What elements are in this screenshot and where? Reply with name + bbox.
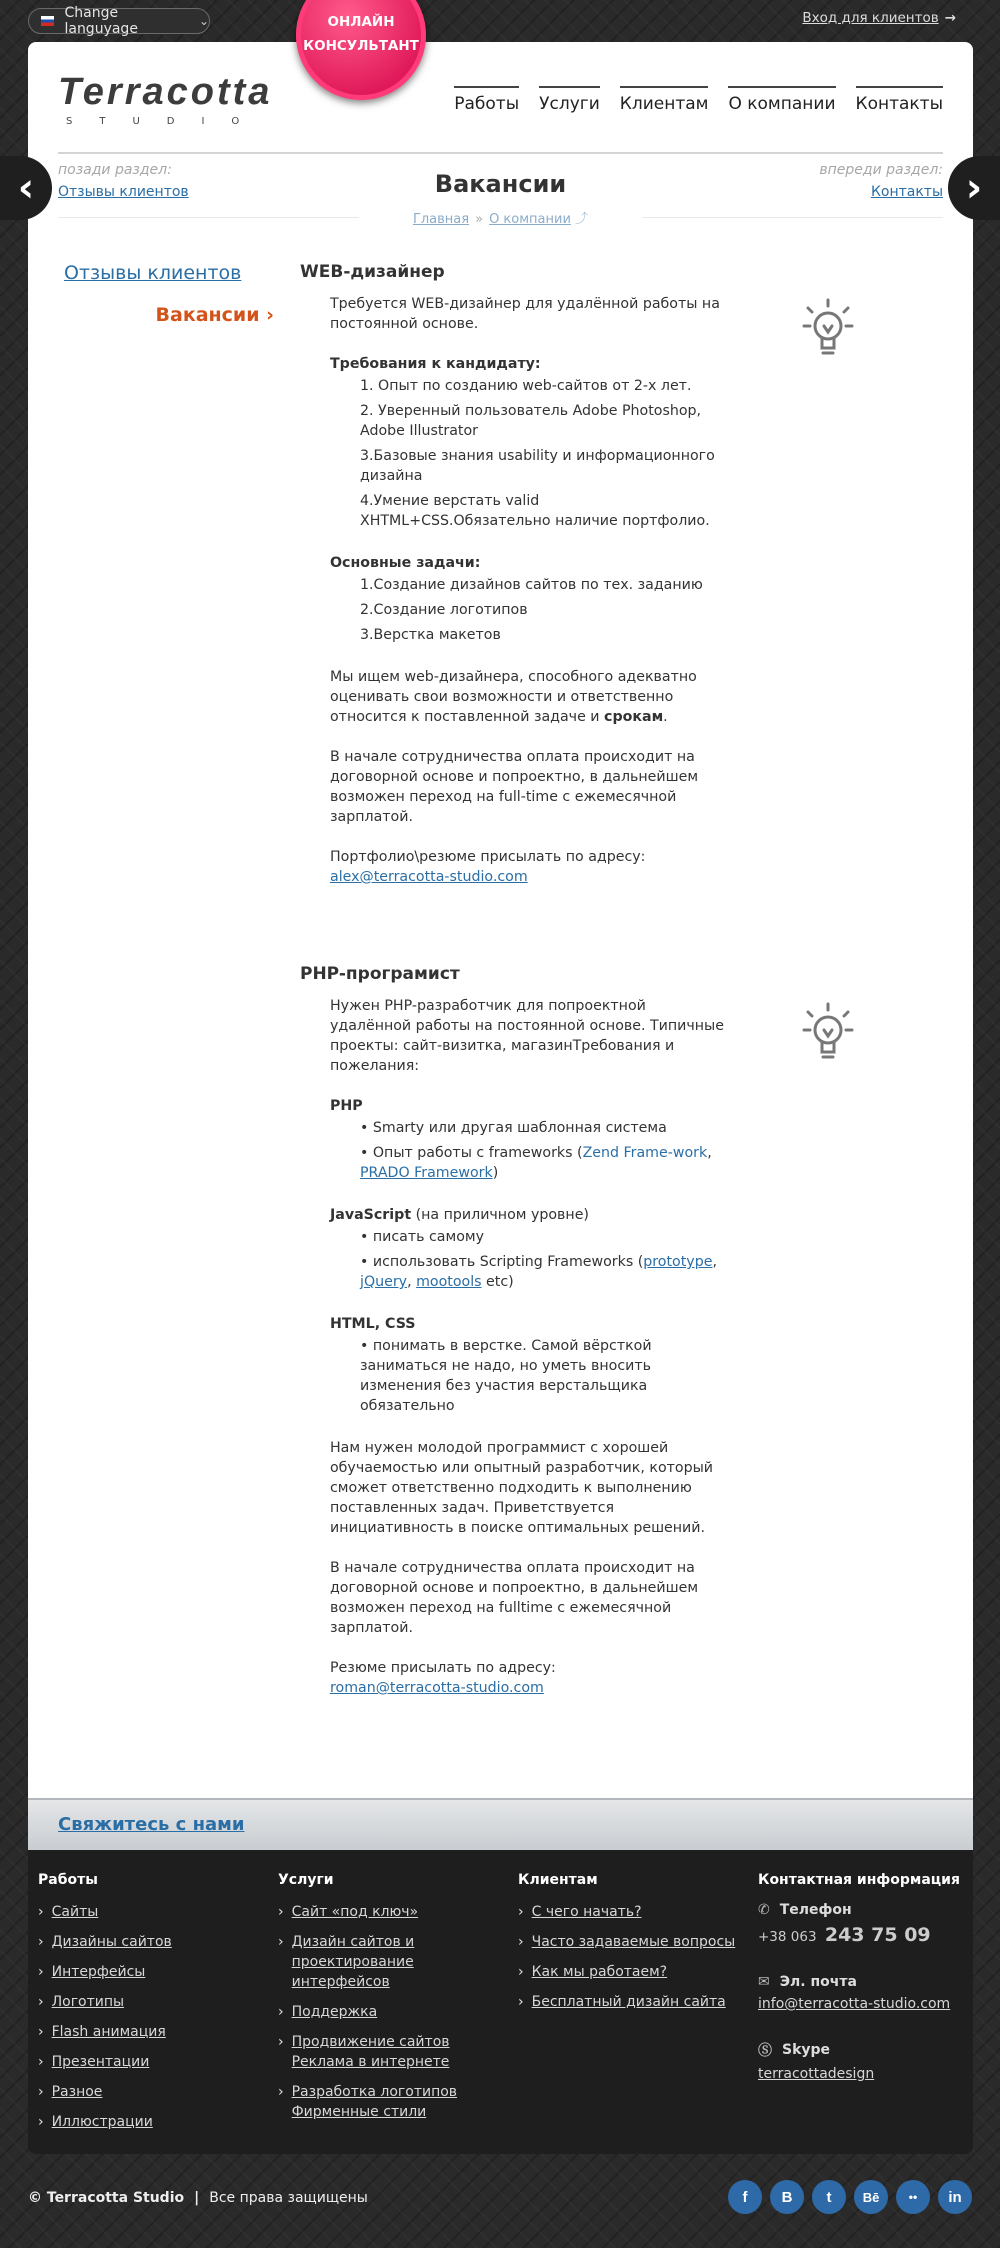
terracotta-logo[interactable] [58,72,272,127]
breadcrumb [58,208,943,227]
list-item: • использовать Scripting Frameworks (prototype, jQuery, mootools etc) [360,1254,717,1290]
list-item: 1.Создание дизайнов сайтов по тех. заданию [360,577,703,593]
job-paragraph: Мы ищем web-дизайнера, способного адекватно оценивать свои возможности и ответственно относится к поставленной задаче и срокам. [330,669,697,725]
nav-clients[interactable]: Клиентам [620,86,709,114]
breadcrumb-separator: » [475,212,484,227]
list-item: 2. Уверенный пользователь Adobe Photoshop, Adobe Illustrator [360,403,702,439]
list-item: • Опыт работы с frameworks (Zend Frame-work, PRADO Framework) [360,1145,712,1181]
job-php-programmer [300,964,730,1718]
chevron-left-icon: ‹ [17,165,35,211]
footer-link[interactable]: › Сайты [38,1904,99,1920]
breadcrumb-parent[interactable]: О компании [489,212,571,227]
footer-col-title: Услуги [278,1872,334,1888]
footer-col-contact [758,1872,968,2110]
email-label: Эл. почта [779,1974,857,1990]
phone-label: Телефон [779,1902,852,1918]
mootools-link[interactable]: mootools [416,1274,482,1290]
footer-col-clients [518,1872,758,2022]
sidebar-item-vacancies[interactable]: Вакансии › [155,304,274,326]
footer-link[interactable]: › Сайт «под ключ» [278,1904,419,1920]
footer-col-title: Контактная информация [758,1872,960,1888]
prado-link[interactable]: PRADO Framework [360,1165,493,1181]
job-title: WEB-дизайнер [300,262,445,282]
phone-icon: ✆ [758,1902,770,1918]
footer-link[interactable]: › Дизайны сайтов [38,1934,172,1950]
footer-skype-link[interactable]: terracottadesign [758,2066,875,2082]
copyright: © Terracotta Studio | Все права защищены [28,2190,368,2206]
next-section-link[interactable]: Контакты [870,184,943,200]
job-paragraph: В начале сотрудничества оплата происходит на договорной основе и попроектно, в дальнейшем возможен переход на full-time с ежемесячной зарплатой. [330,749,699,825]
requirements-list [330,376,730,531]
main-nav [454,86,943,114]
js-heading: JavaScript (на приличном уровне) [330,1207,589,1223]
php-heading: PHP [330,1098,363,1114]
nav-contacts[interactable]: Контакты [856,86,944,114]
footer-link[interactable]: › Поддержка [278,2004,378,2020]
nav-about[interactable]: О компании [728,86,835,114]
footer-link[interactable]: › Бесплатный дизайн сайта [518,1994,726,2010]
css-list [330,1336,730,1416]
linkedin-icon[interactable]: in [938,2180,972,2214]
job-contact: Портфолио\резюме присылать по адресу: alex@terracotta-studio.com [330,849,646,885]
list-item: • писать самому [360,1229,484,1245]
skype-icon: Ⓢ [758,2043,772,2059]
footer-link[interactable]: › Иллюстрации [38,2114,153,2130]
footer-col-title: Работы [38,1872,98,1888]
footer [28,1850,973,2154]
footer-link[interactable]: › С чего начать? [518,1904,642,1920]
job-title: PHP-програмист [300,964,460,984]
job-web-designer [300,262,730,907]
list-item: 2.Создание логотипов [360,602,528,618]
lightbulb-icon [800,296,856,366]
footer-link[interactable]: › Как мы работаем? [518,1964,668,1980]
vkontakte-icon[interactable]: B [770,2180,804,2214]
sidebar-item-reviews[interactable]: Отзывы клиентов [64,262,242,284]
change-language-button[interactable] [28,5,210,37]
job-intro: Требуется WEB-дизайнер для удалённой работы на постоянной основе. [330,296,720,332]
footer-link[interactable]: › Дизайн сайтов и проектирование интерфейсов [278,1934,415,1990]
page-title: Вакансии [434,170,567,198]
list-item: 1. Опыт по созданию web-сайтов от 2-х лет. [360,378,692,394]
footer-link[interactable]: › Логотипы [38,1994,125,2010]
footer-link[interactable]: › Презентации [38,2054,150,2070]
jquery-link[interactable]: jQuery [360,1274,408,1290]
return-icon[interactable]: ⤴ [575,212,589,227]
footer-link[interactable]: › Интерфейсы [38,1964,146,1980]
nav-works[interactable]: Работы [454,86,519,114]
social-links [728,2180,972,2214]
job-paragraph: Нам нужен молодой программист с хорошей обучаемостью или опытный разработчик, который сможет ответственно подходить к выполнению поставленных задач. Приветствуется инициативность в поиске оптимальных решений. [330,1440,713,1536]
php-list [330,1118,730,1183]
chevron-right-icon: › [965,165,983,211]
js-list [330,1227,730,1292]
footer-link[interactable]: › Разработка логотипов Фирменные стили [278,2084,458,2120]
zend-link[interactable]: Zend Frame-work [582,1145,708,1161]
behance-icon[interactable]: Bē [854,2180,888,2214]
footer-email-link[interactable]: info@terracotta-studio.com [758,1996,951,2012]
prev-section-link[interactable]: Отзывы клиентов [58,184,189,200]
list-item: • понимать в верстке. Самой вёрсткой заниматься не надо, но уметь вносить изменения без участия верстальщика обязательно [360,1338,652,1414]
prototype-link[interactable]: prototype [643,1254,713,1270]
phone-number: +38 063 243 75 09 [758,1924,931,1946]
email-link[interactable]: roman@terracotta-studio.com [330,1680,544,1696]
list-item: 3.Верстка макетов [360,627,501,643]
logo-sub: STUDIO [66,116,267,127]
footer-col-services [278,1872,508,2132]
prev-section-label: позади раздел: [58,162,172,178]
footer-link[interactable]: › Flash анимация [38,2024,166,2040]
footer-link[interactable]: › Часто задаваемые вопросы [518,1934,736,1950]
footer-col-title: Клиентам [518,1872,598,1888]
contact-us-bar [28,1798,973,1850]
twitter-icon[interactable]: t [812,2180,846,2214]
job-paragraph: В начале сотрудничества оплата происходит на договорной основе и попроектно, в дальнейшем возможен переход на fulltime с ежемесячной зарплатой. [330,1560,699,1636]
tasks-list [330,575,730,645]
list-item: • Smarty или другая шаблонная система [360,1120,667,1136]
footer-link[interactable]: › Продвижение сайтов Реклама в интернете [278,2034,450,2070]
next-section-label: впереди раздел: [819,162,943,178]
consultant-line-1: ОНЛАЙН [327,14,395,30]
breadcrumb-home[interactable]: Главная [412,212,470,227]
logo-name: Terracotta [58,71,273,113]
russian-flag-icon [41,16,54,26]
chevron-down-icon: ⌄ [198,14,209,28]
header-divider [58,152,943,154]
client-login-label: Вход для клиентов [802,10,939,26]
consultant-line-2: КОНСУЛЬТАНТ [303,38,419,54]
lightbulb-icon [800,1000,856,1070]
content-page [28,42,973,1798]
arrow-right-icon: → [944,10,956,26]
email-link[interactable]: alex@terracotta-studio.com [330,869,528,885]
footer-col-works [38,1872,258,2142]
list-item: 4.Умение верстать valid XHTML+CSS.Обязательно наличие портфолио. [360,493,710,529]
client-login-link[interactable] [802,10,956,26]
footer-link[interactable]: › Разное [38,2084,103,2100]
section-sidebar [64,262,274,326]
requirements-heading: Требования к кандидату: [330,356,541,372]
list-item: 3.Базовые знания usability и информационного дизайна [360,448,715,484]
tasks-heading: Основные задачи: [330,555,481,571]
css-heading: HTML, CSS [330,1316,416,1332]
skype-label: Skype [782,2042,831,2058]
facebook-icon[interactable]: f [728,2180,762,2214]
change-language-label: Change languyage [64,5,138,37]
contact-us-link[interactable]: Свяжитесь с нами [58,1814,245,1835]
mail-icon: ✉ [758,1974,770,1990]
nav-services[interactable]: Услуги [539,86,600,114]
flickr-icon[interactable]: •• [896,2180,930,2214]
job-contact: Резюме присылать по адресу: roman@terracotta-studio.com [330,1660,556,1696]
job-intro: Нужен PHP-разработчик для попроектной удалённой работы на постоянной основе. Типичные проекты: сайт-визитка, магазинТребования и пожелания: [330,998,724,1074]
